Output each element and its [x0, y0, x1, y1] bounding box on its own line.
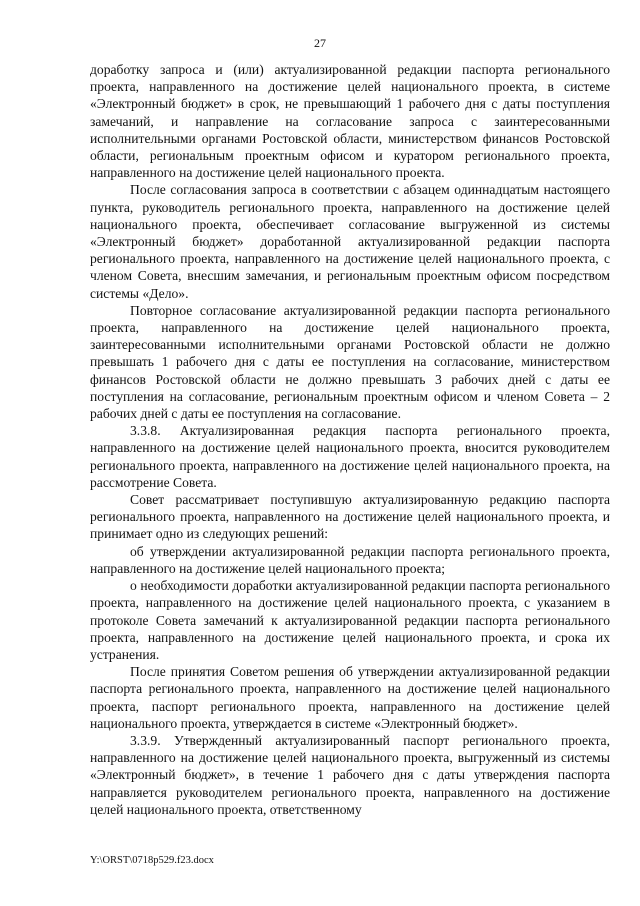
paragraph-3-3-8: 3.3.8. Актуализированная редакция паспорта регионального проекта, направленного на достижение целей национального проекта, вносится руководителем регионального проекта, направленного на достижение целей национального проекта, на рассмотрение Совета. [90, 423, 610, 490]
paragraph-continuation: доработку запроса и (или) актуализированной редакции паспорта регионального проекта, направленного на достижение целей национального проекта, в системе «Электронный бюджет» в срок, не превышающий 1 рабочего дня с даты поступления замечаний, и направление на согласование запроса с заинтересованными исполнительными органами Ростовской области, министерством финансов Ростовской области, региональным проектным офисом и куратором регионального проекта, направленного на достижение целей национального проекта. [90, 62, 610, 181]
paragraph-3-3-9: 3.3.9. Утвержденный актуализированный паспорт регионального проекта, направленного на достижение целей национального проекта, выгруженный из системы «Электронный бюджет», в течение 1 рабочего дня с даты утверждения паспорта направляется руководителем регионального проекта, направленного на достижение целей национального проекта, ответственному [90, 732, 610, 817]
paragraph-repeat-approval: Повторное согласование актуализированной редакции паспорта регионального проекта, направленного на достижение целей национального проекта, заинтересованными исполнительными органами Ростовской области не должно превышать 1 рабочего дня с даты ее поступления на согласование, министерством финансов Ростовской области не должно превышать 3 рабочих дней с даты ее поступления на согласование, региональным проектным офисом и членом Совета – 2 рабочих дней с даты ее поступления на согласование. [90, 302, 610, 422]
paragraph-council-decision: Совет рассматривает поступившую актуализированную редакцию паспорта регионального проекта, направленного на достижение целей национального проекта, и принимает одно из следующих решений: [90, 492, 610, 542]
page-number: 27 [314, 36, 326, 50]
paragraph-decision-approve: об утверждении актуализированной редакции паспорта регионального проекта, направленного на достижение целей национального проекта; [90, 543, 610, 576]
footer-file-path: Y:\ORST\0718p529.f23.docx [90, 855, 214, 866]
paragraph-after-approval: После согласования запроса в соответствии с абзацем одиннадцатым настоящего пункта, руководитель регионального проекта, направленного на достижение целей национального проекта, обеспечивает согласование выгруженной из системы «Электронный бюджет» доработанной актуализированной редакции паспорта регионального проекта, направленного на достижение целей национального проекта, с членом Совета, внесшим замечания, и региональным проектным офисом посредством системы «Дело». [90, 182, 610, 301]
paragraph-after-council: После принятия Советом решения об утверждении актуализированной редакции паспорта регионального проекта, направленного на достижение целей национального проекта, паспорт регионального проекта, направленного на достижение целей национального проекта, утверждается в системе «Электронный бюджет». [90, 664, 610, 731]
paragraph-decision-revise: о необходимости доработки актуализированной редакции паспорта регионального проекта, направленного на достижение целей национального проекта, с указанием в протоколе Совета замечаний к актуализированной редакции паспорта регионального проекта, направленного на достижение целей национального проекта, и срока их устранения. [90, 578, 610, 662]
document-body [90, 61, 610, 818]
